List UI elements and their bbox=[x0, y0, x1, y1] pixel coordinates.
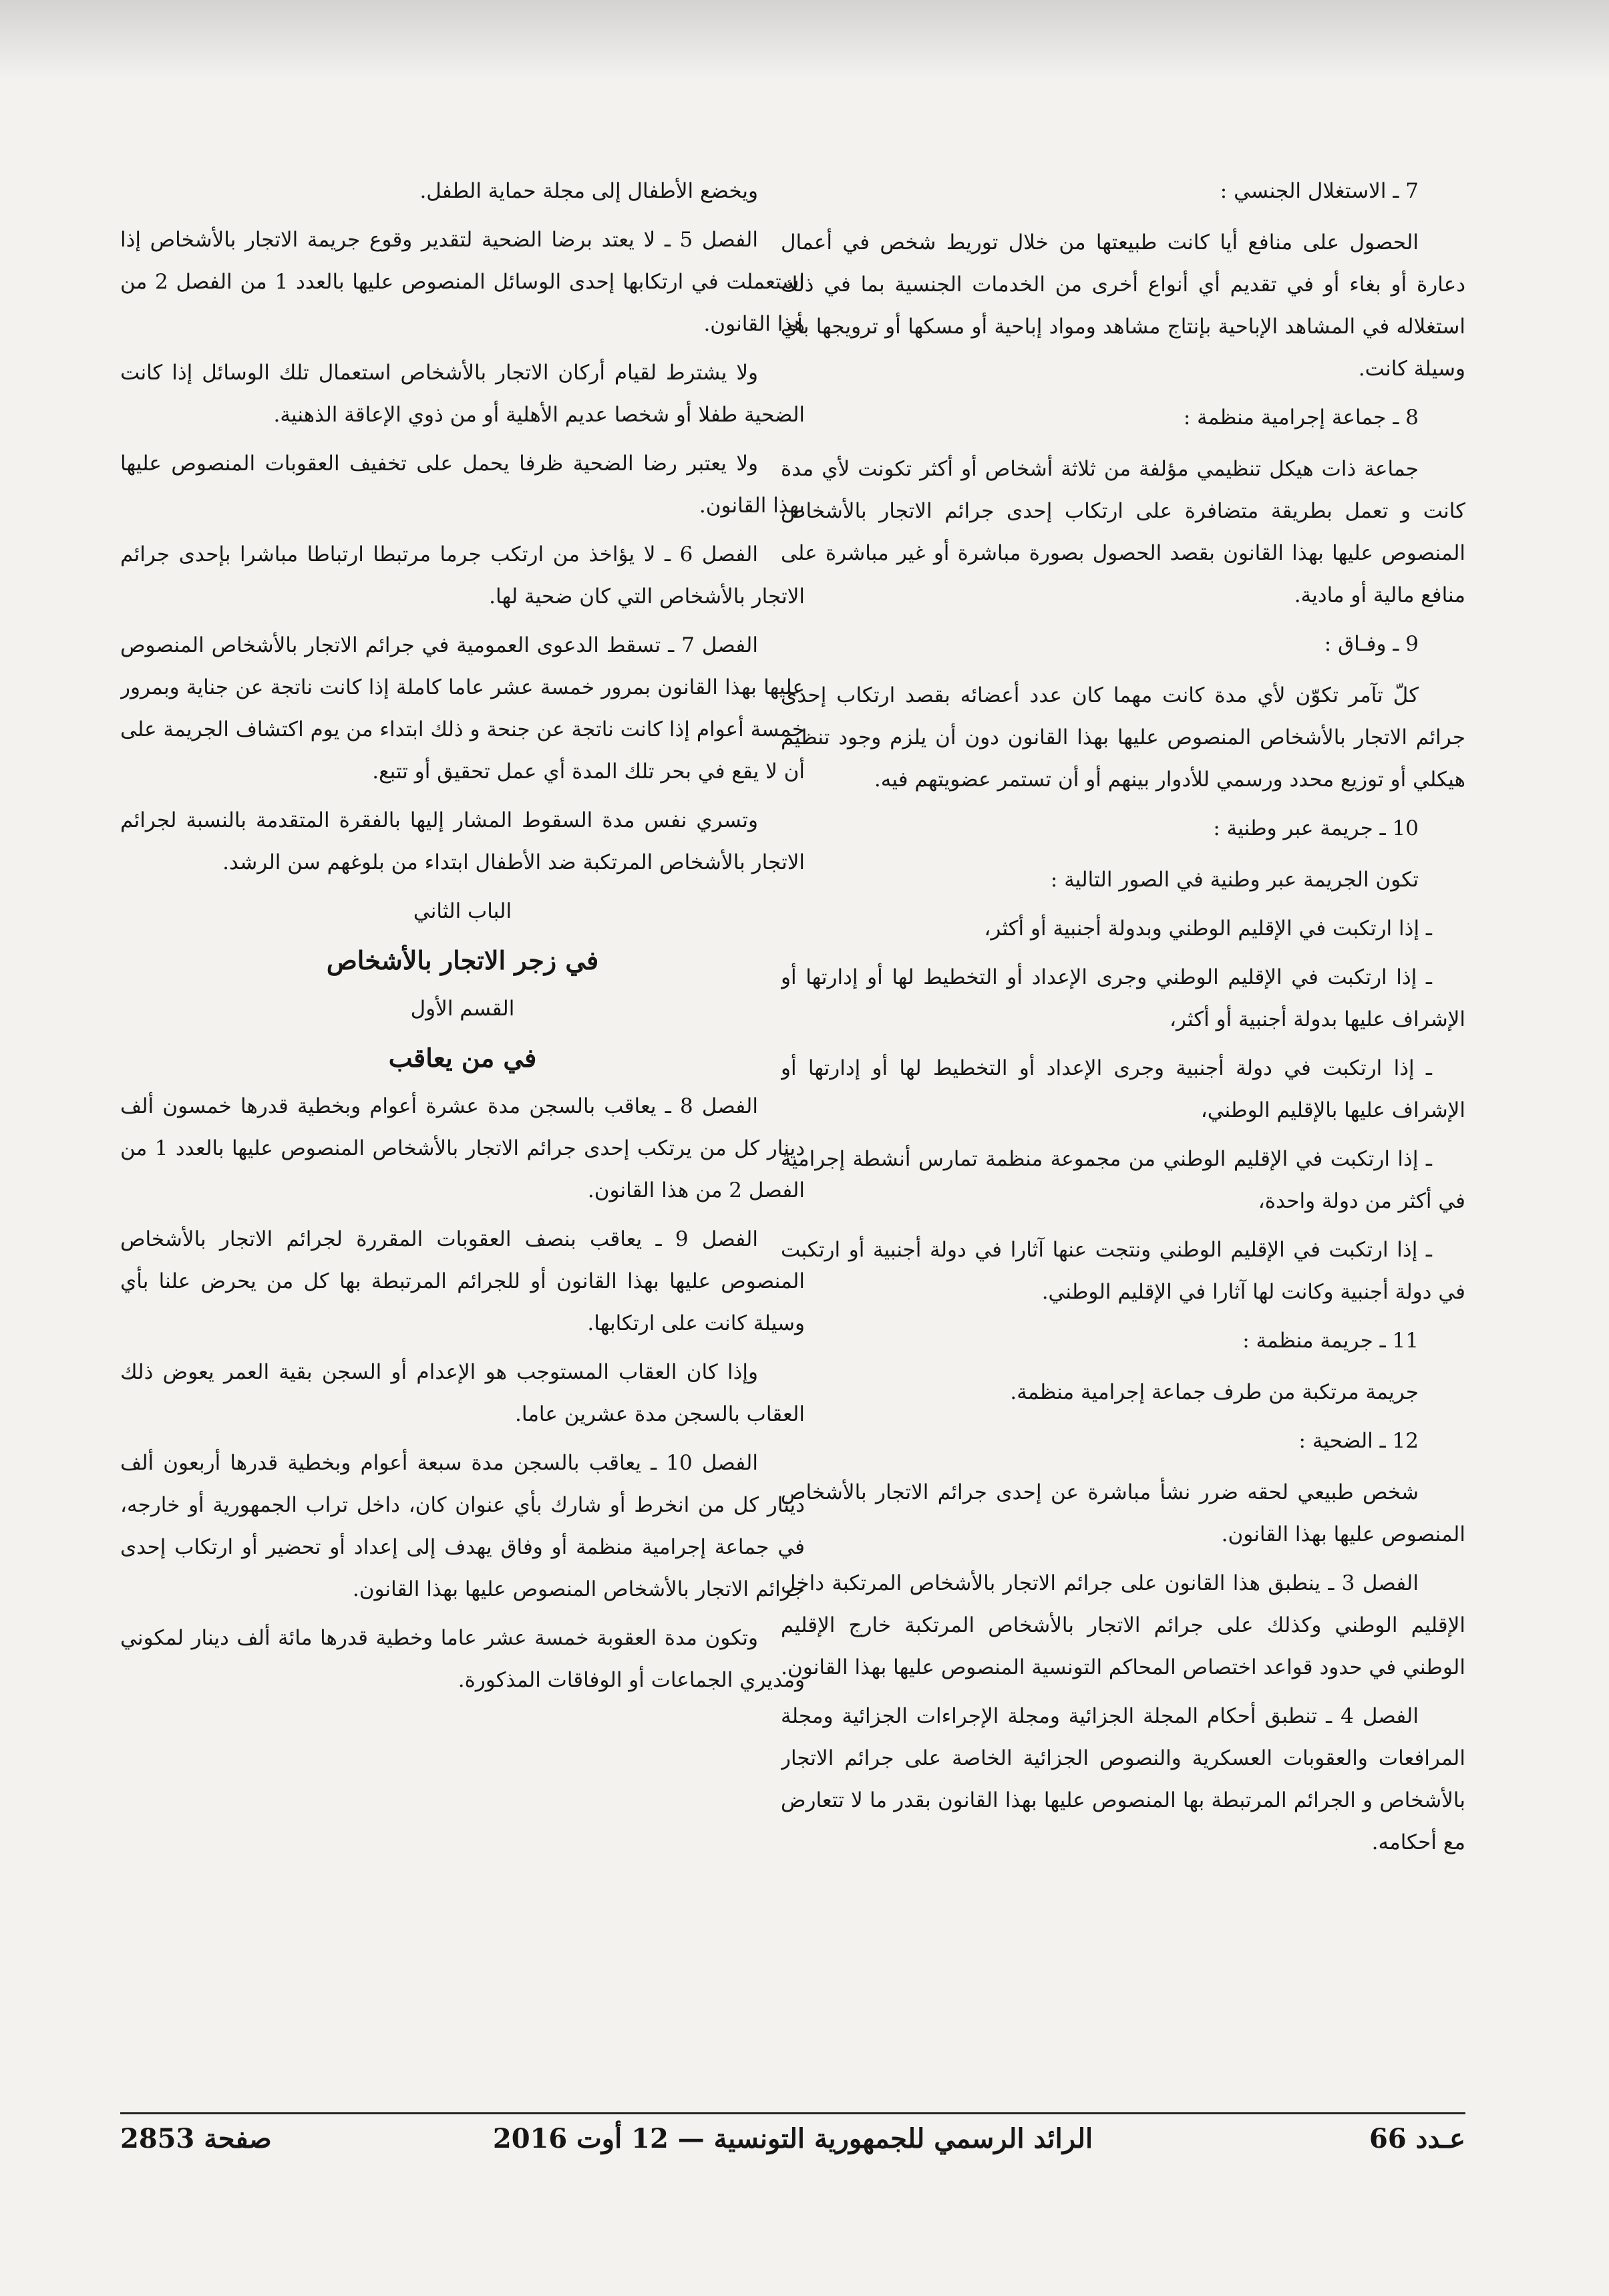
bullet-item-2: ـ إذا ارتكبت في الإقليم الوطني وجرى الإعداد أو التخطيط لها أو إدارتها أو الإشراف عليها بدولة أجنبية أو أكثر، bbox=[781, 965, 1465, 1031]
definition-heading-11: 11 ـ جريمة منظمة : bbox=[1242, 1329, 1419, 1353]
definition-heading-7: 7 ـ الاستغلال الجنسي : bbox=[1220, 179, 1419, 203]
article-10: الفصل 10 ـ يعاقب بالسجن مدة سبعة أعوام وبخطية قدرها أربعون ألف دينار كل من انخرط أو شارك بأي عنوان كان، داخل تراب الجمهورية أو خارجه، في جماعة إجرامية منظمة أو وفاق يهدف إلى إعداد أو تحضير أو ارتكاب إحدى جرائم الاتجار بالأشخاص المنصوص عليها بهذا القانون. bbox=[120, 1451, 805, 1601]
article-6: الفصل 6 ـ لا يؤاخذ من ارتكب جرما مرتبطا ارتباطا مباشرا بإحدى جرائم الاتجار بالأشخاص التي كان ضحية لها. bbox=[120, 542, 805, 609]
article-7-para-2: وتسري نفس مدة السقوط المشار إليها بالفقرة المتقدمة بالنسبة لجرائم الاتجار بالأشخاص المرتكبة ضد الأطفال ابتداء من بلوغهم سن الرشد. bbox=[120, 808, 805, 874]
definition-text-7: الحصول على منافع أيا كانت طبيعتها من خلال توريط شخص في أعمال دعارة أو بغاء أو في تقديم أي أنواع أخرى من الخدمات الجنسية بما في ذلك استغلاله في المشاهد الإباحية بإنتاج مشاهد ومواد إباحية أو مسكها أو ترويجها بأي وسيلة كانت. bbox=[781, 230, 1465, 381]
right-column bbox=[781, 170, 1465, 2034]
article-7: الفصل 7 ـ تسقط الدعوى العمومية في جرائم الاتجار بالأشخاص المنصوص عليها بهذا القانون بمرور خمسة عشر عاما كاملة إذا كانت ناتجة عن جناية وبمرور خمسة أعوام إذا كانت ناتجة عن جنحة و ذلك ابتداء من يوم اكتشاف الجريمة على أن لا يقع في بحر تلك المدة أي عمل تحقيق أو تتبع. bbox=[120, 633, 805, 784]
article-9: الفصل 9 ـ يعاقب بنصف العقوبات المقررة لجرائم الاتجار بالأشخاص المنصوص عليها بهذا القانون أو للجرائم المرتبطة بها كل من يحرض علنا بأي وسيلة كانت على ارتكابها. bbox=[120, 1227, 805, 1335]
definition-text-12: شخص طبيعي لحقه ضرر نشأ مباشرة عن إحدى جرائم الاتجار بالأشخاص المنصوص عليها بهذا القانون. bbox=[781, 1480, 1465, 1546]
definition-heading-10: 10 ـ جريمة عبر وطنية : bbox=[1213, 816, 1419, 840]
bullet-item-5: ـ إذا ارتكبت في الإقليم الوطني ونتجت عنها آثارا في دولة أجنبية أو ارتكبت في دولة أجنبية وكانت لها آثارا في الإقليم الوطني. bbox=[781, 1238, 1465, 1304]
bullet-item-4: ـ إذا ارتكبت في الإقليم الوطني من مجموعة منظمة تمارس أنشطة إجرامية في أكثر من دولة واحدة، bbox=[781, 1147, 1465, 1213]
left-column bbox=[120, 170, 805, 2034]
issue-number: عـدد 66 bbox=[1369, 2123, 1465, 2154]
article-5-para-2: ولا يشترط لقيام أركان الاتجار بالأشخاص استعمال تلك الوسائل إذا كانت الضحية طفلا أو شخصا عديم الأهلية أو من ذوي الإعاقة الذهنية. bbox=[120, 361, 805, 427]
definition-text-8: جماعة ذات هيكل تنظيمي مؤلفة من ثلاثة أشخاص أو أكثر تكونت لأي مدة كانت و تعمل بطريقة متضافرة على ارتكاب إحدى جرائم الاتجار بالأشخاص المنصوص عليها بهذا القانون بقصد الحصول بصورة مباشرة أو غير مباشرة على منافع مالية أو مادية. bbox=[781, 457, 1465, 607]
page-footer bbox=[120, 2123, 1465, 2176]
scan-top-shadow bbox=[0, 0, 1609, 80]
definition-heading-9: 9 ـ وفـاق : bbox=[1324, 632, 1419, 656]
definition-heading-12: 12 ـ الضحية : bbox=[1298, 1429, 1419, 1453]
section-title: في من يعاقب bbox=[388, 1043, 537, 1073]
bullet-item-1: ـ إذا ارتكبت في الإقليم الوطني وبدولة أجنبية أو أكثر، bbox=[984, 917, 1432, 941]
article-10-para-2: وتكون مدة العقوبة خمسة عشر عاما وخطية قدرها مائة ألف دينار لمكوني ومديري الجماعات أو الوفاقات المذكورة. bbox=[120, 1626, 805, 1692]
article-8: الفصل 8 ـ يعاقب بالسجن مدة عشرة أعوام وبخطية قدرها خمسون ألف دينار كل من يرتكب إحدى جرائم الاتجار بالأشخاص المنصوص عليها بالعدد 1 من الفصل 2 من هذا القانون. bbox=[120, 1094, 805, 1202]
page-number: صفحة 2853 bbox=[120, 2123, 272, 2154]
child-protection-line: ويخضع الأطفال إلى مجلة حماية الطفل. bbox=[419, 179, 758, 203]
definition-text-10: تكون الجريمة عبر وطنية في الصور التالية : bbox=[1050, 868, 1419, 892]
article-5-para-3: ولا يعتبر رضا الضحية ظرفا يحمل على تخفيف العقوبات المنصوص عليها بهذا القانون. bbox=[120, 452, 805, 518]
chapter-label: الباب الثاني bbox=[413, 899, 512, 923]
article-9-para-2: وإذا كان العقاب المستوجب هو الإعدام أو السجن بقية العمر يعوض ذلك العقاب بالسجن مدة عشرين عاما. bbox=[120, 1360, 805, 1426]
bullet-item-3: ـ إذا ارتكبت في دولة أجنبية وجرى الإعداد أو التخطيط لها أو إدارتها أو الإشراف عليها بالإقليم الوطني، bbox=[781, 1056, 1465, 1122]
footer-divider bbox=[120, 2112, 1465, 2114]
section-label: القسم الأول bbox=[410, 997, 515, 1021]
definition-heading-8: 8 ـ جماعة إجرامية منظمة : bbox=[1183, 405, 1419, 430]
article-5: الفصل 5 ـ لا يعتد برضا الضحية لتقدير وقوع جريمة الاتجار بالأشخاص إذا استعملت في ارتكابها إحدى الوسائل المنصوص عليها بالعدد 1 من الفصل 2 من هذا القانون. bbox=[120, 228, 805, 336]
definition-text-11: جريمة مرتكبة من طرف جماعة إجرامية منظمة. bbox=[1010, 1380, 1419, 1404]
gazette-title-date: الرائد الرسمي للجمهورية التونسية — 12 أوت 2016 bbox=[492, 2123, 1093, 2154]
article-3: الفصل 3 ـ ينطبق هذا القانون على جرائم الاتجار بالأشخاص المرتكبة داخل الإقليم الوطني وكذلك على جرائم الاتجار بالأشخاص المرتكبة خارج الإقليم الوطني في حدود قواعد اختصاص المحاكم التونسية المنصوص عليها بهذا القانون. bbox=[781, 1571, 1465, 1679]
definition-text-9: كلّ تآمر تكوّن لأي مدة كانت مهما كان عدد أعضائه بقصد ارتكاب إحدى جرائم الاتجار بالأشخاص المنصوص عليها بهذا القانون دون أن يلزم وجود تنظيم هيكلي أو توزيع محدد ورسمي للأدوار بينهم أو أن تستمر عضويتهم فيه. bbox=[781, 683, 1465, 792]
article-4: الفصل 4 ـ تنطبق أحكام المجلة الجزائية ومجلة الإجراءات الجزائية ومجلة المرافعات والعقوبات العسكرية والنصوص الجزائية الخاصة على جرائم الاتجار بالأشخاص و الجرائم المرتبطة بها المنصوص عليها بهذا القانون بقدر ما لا تتعارض مع أحكامه. bbox=[781, 1704, 1465, 1854]
chapter-title: في زجر الاتجار بالأشخاص bbox=[326, 945, 599, 975]
